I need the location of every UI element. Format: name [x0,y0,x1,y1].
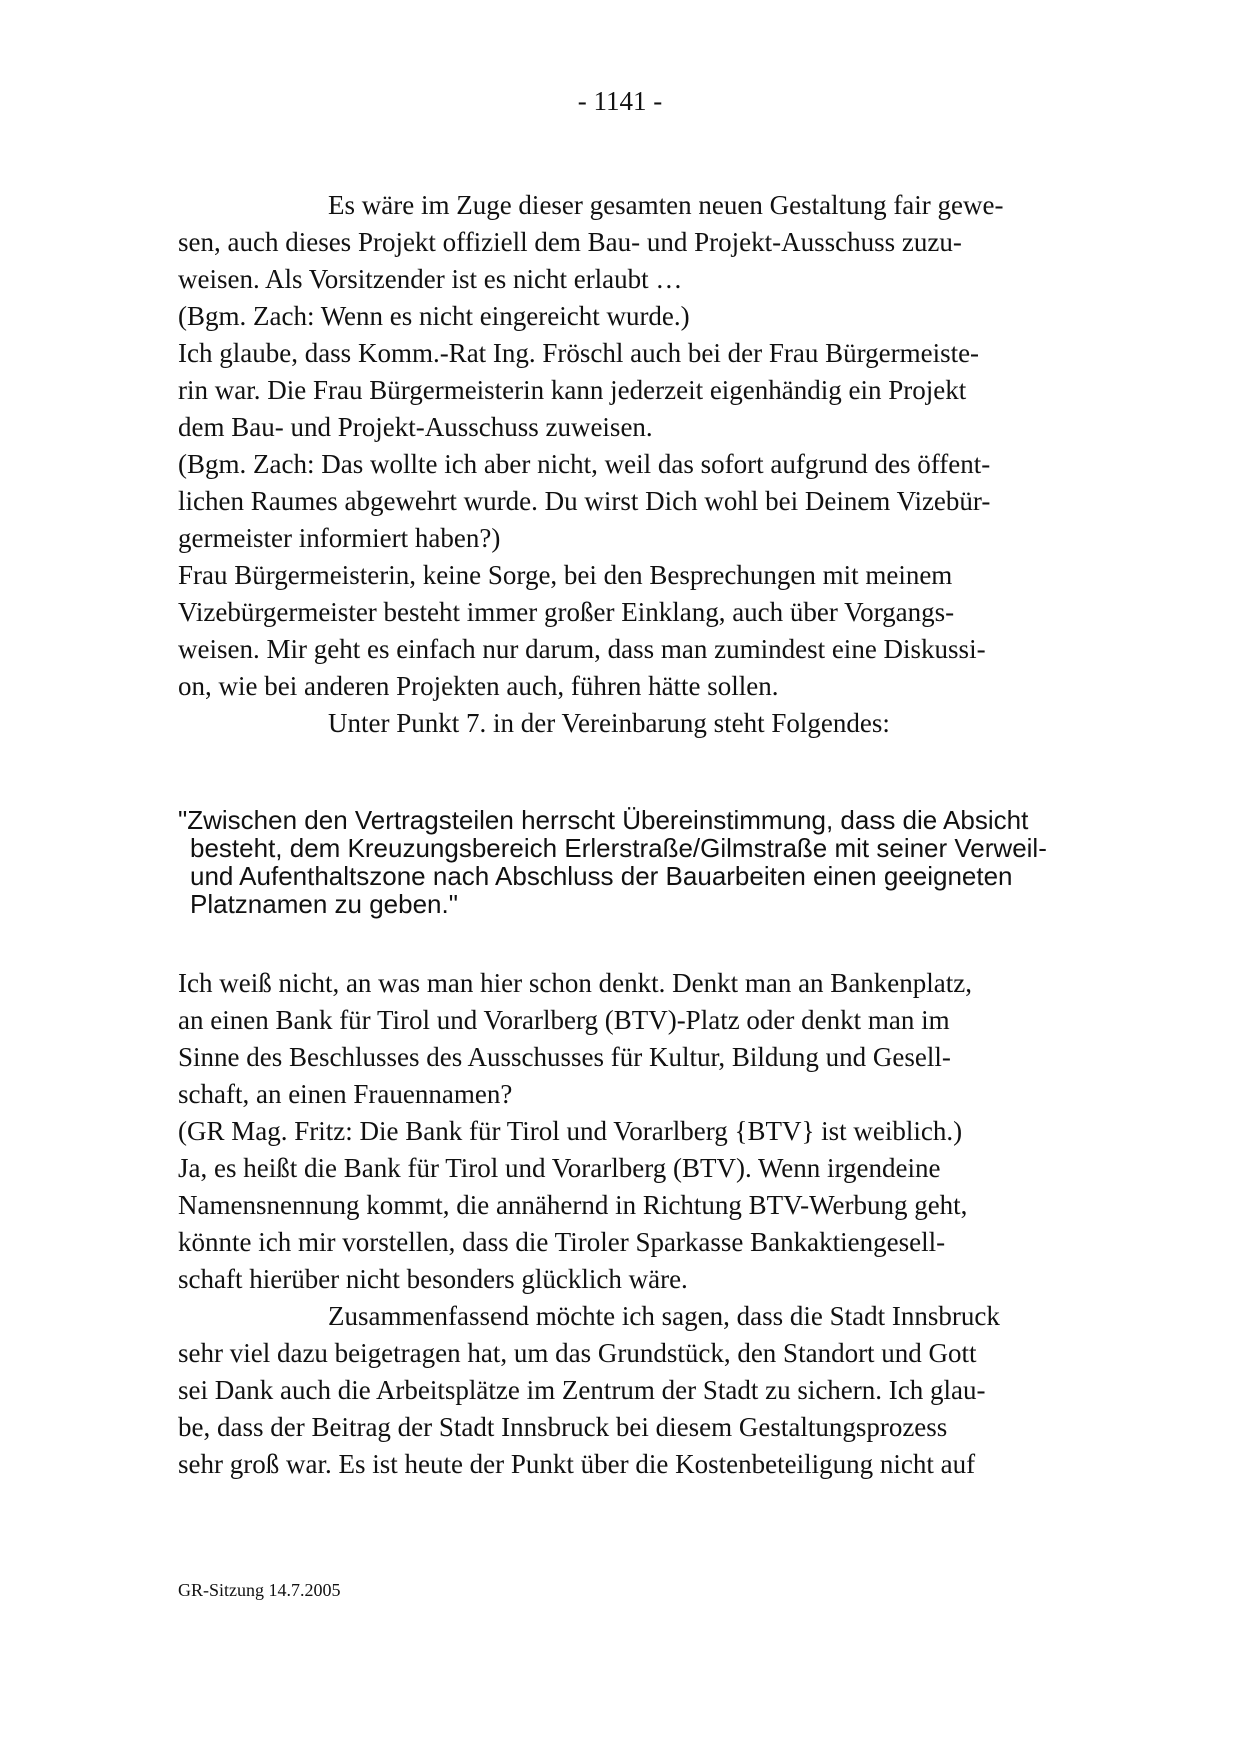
text-line: germeister informiert haben?) [178,523,501,553]
text-line: be, dass der Beitrag der Stadt Innsbruck bei diesem Gestaltungsprozess [178,1412,948,1442]
text-line: schaft, an einen Frauennamen? [178,1079,513,1109]
body-section-1 [178,187,1058,742]
text-line: weisen. Als Vorsitzender ist es nicht erlaubt … [178,264,683,294]
quote-line: besteht, dem Kreuzungsbereich Erlerstraße/Gilmstraße mit seiner Verweil- [190,833,1047,863]
quote-line: und Aufenthaltszone nach Abschluss der Bauarbeiten einen geeigneten [190,861,1013,891]
text-line: an einen Bank für Tirol und Vorarlberg (BTV)-Platz oder denkt man im [178,1005,950,1035]
quote-line: Platznamen zu geben." [190,889,458,919]
text-line: (Bgm. Zach: Wenn es nicht eingereicht wurde.) [178,301,690,331]
text-line: on, wie bei anderen Projekten auch, führen hätte sollen. [178,671,779,701]
text-line: Frau Bürgermeisterin, keine Sorge, bei den Besprechungen mit meinem [178,560,953,590]
quote-line: "Zwischen den Vertragsteilen herrscht Übereinstimmung, dass die Absicht [178,805,1029,835]
text-line: Sinne des Beschlusses des Ausschusses für Kultur, Bildung und Gesell- [178,1042,951,1072]
text-line: Unter Punkt 7. in der Vereinbarung steht Folgendes: [328,708,890,738]
text-line: weisen. Mir geht es einfach nur darum, dass man zumindest eine Diskussi- [178,634,986,664]
page-footer: GR-Sitzung 14.7.2005 [178,1580,341,1600]
text-line: lichen Raumes abgewehrt wurde. Du wirst Dich wohl bei Deinem Vizebür- [178,486,991,516]
page-number: - 1141 - [577,86,663,116]
text-line: rin war. Die Frau Bürgermeisterin kann jederzeit eigenhändig ein Projekt [178,375,967,405]
text-line: sehr groß war. Es ist heute der Punkt über die Kostenbeteiligung nicht auf [178,1449,976,1479]
text-line: Vizebürgermeister besteht immer großer Einklang, auch über Vorgangs- [178,597,955,627]
text-line: sei Dank auch die Arbeitsplätze im Zentrum der Stadt zu sichern. Ich glau- [178,1375,986,1405]
text-line: (GR Mag. Fritz: Die Bank für Tirol und Vorarlberg {BTV} ist weiblich.) [178,1116,963,1146]
body-section-2 [178,965,1058,1483]
text-line: schaft hierüber nicht besonders glücklich wäre. [178,1264,688,1294]
text-line: Namensnennung kommt, die annähernd in Richtung BTV-Werbung geht, [178,1190,968,1220]
quoted-agreement [178,806,1078,918]
text-line: Zusammenfassend möchte ich sagen, dass die Stadt Innsbruck [328,1301,1000,1331]
text-line: dem Bau- und Projekt-Ausschuss zuweisen. [178,412,653,442]
text-line: Ich glaube, dass Komm.-Rat Ing. Fröschl auch bei der Frau Bürgermeiste- [178,338,980,368]
text-line: sen, auch dieses Projekt offiziell dem Bau- und Projekt-Ausschuss zuzu- [178,227,962,257]
text-line: könnte ich mir vorstellen, dass die Tiroler Sparkasse Bankaktiengesell- [178,1227,946,1257]
text-line: (Bgm. Zach: Das wollte ich aber nicht, weil das sofort aufgrund des öffent- [178,449,991,479]
text-line: sehr viel dazu beigetragen hat, um das Grundstück, den Standort und Gott [178,1338,977,1368]
text-line: Es wäre im Zuge dieser gesamten neuen Gestaltung fair gewe- [328,190,1004,220]
text-line: Ich weiß nicht, an was man hier schon denkt. Denkt man an Bankenplatz, [178,968,973,998]
text-line: Ja, es heißt die Bank für Tirol und Vorarlberg (BTV). Wenn irgendeine [178,1153,941,1183]
